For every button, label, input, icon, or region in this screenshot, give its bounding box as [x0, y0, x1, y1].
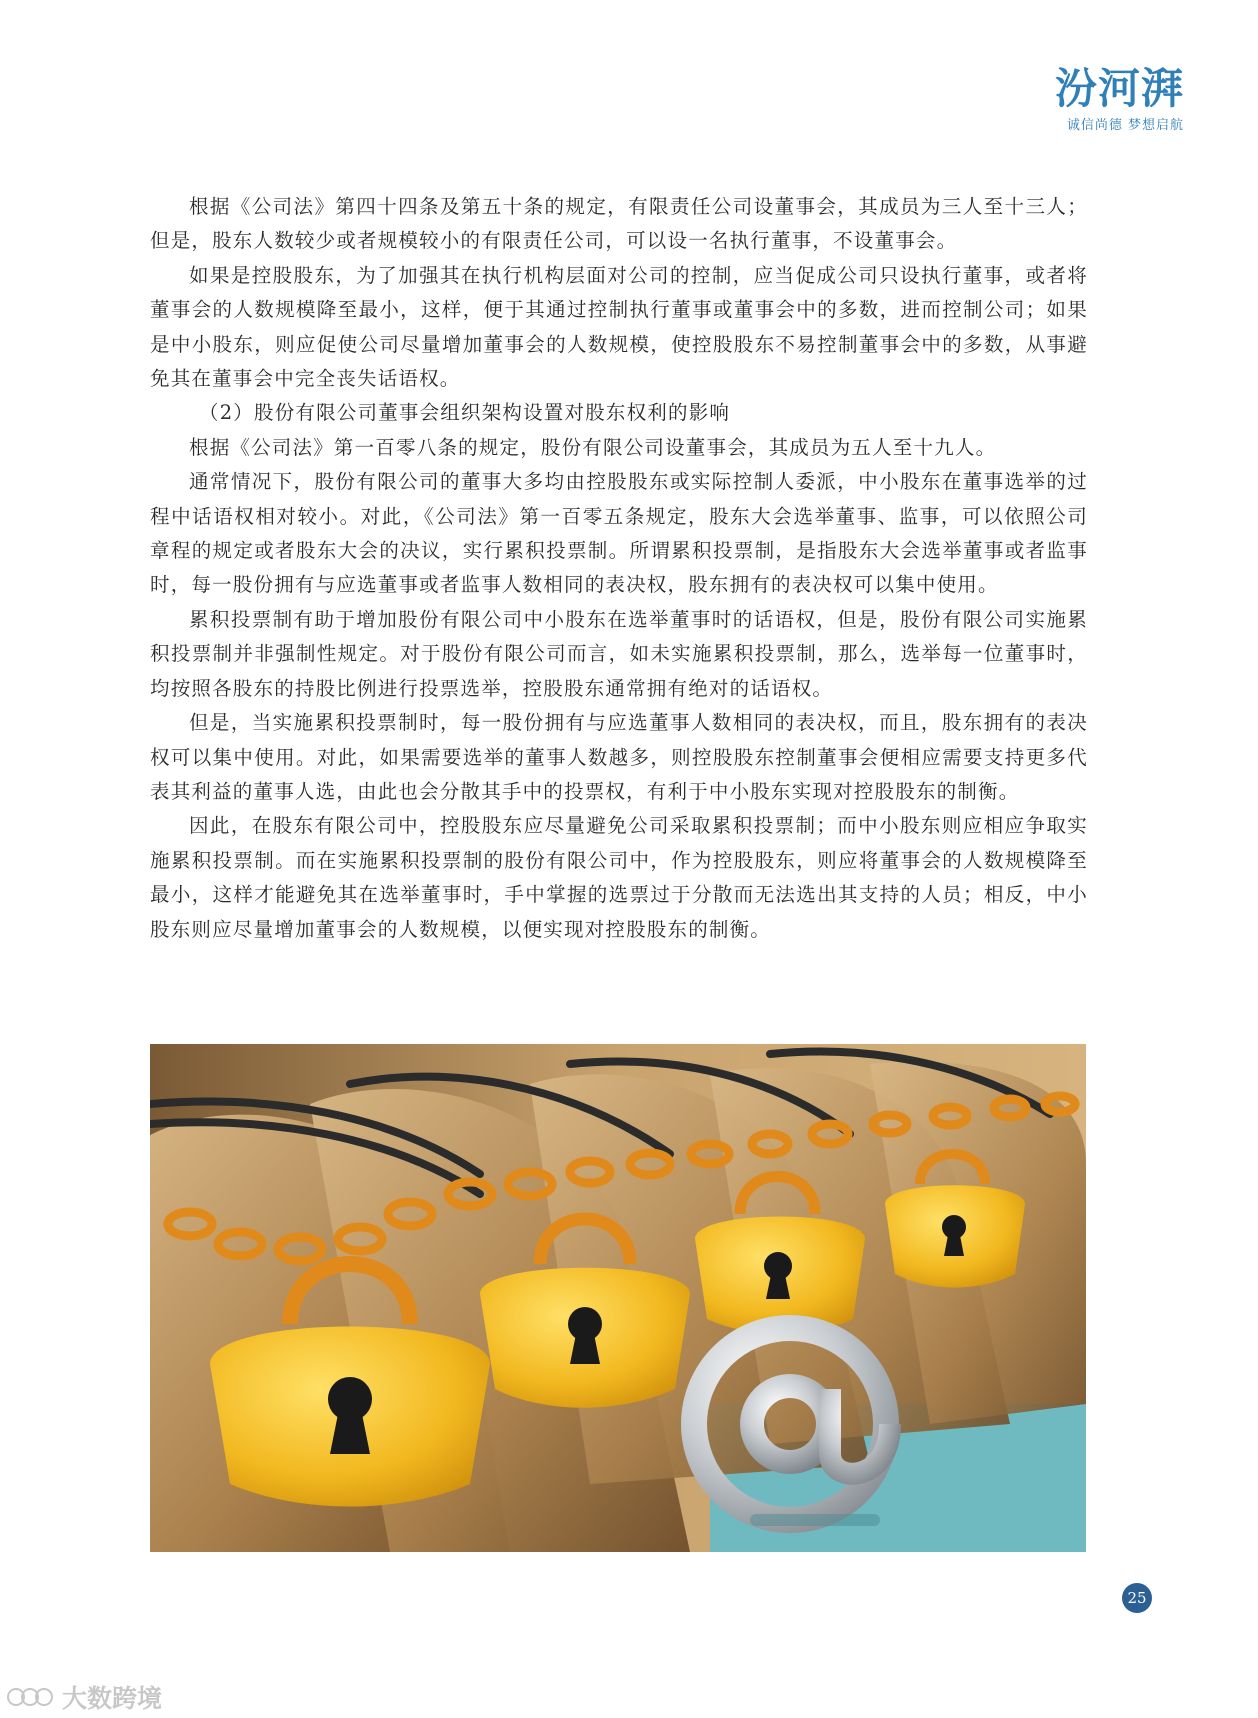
- watermark: [6, 1680, 162, 1714]
- locked-bags-photo: [150, 1044, 1086, 1552]
- magazine-logo: [1024, 66, 1184, 133]
- section-subheading: （2）股份有限公司董事会组织架构设置对股东权利的影响: [199, 401, 731, 425]
- paragraph: 如果是控股股东，为了加强其在执行机构层面对公司的控制，应当促成公司只设执行董事，或者将董事会的人数规模降至最小，这样，便于其通过控制执行董事或董事会中的多数，进而控制公司；如果是中小股东，则应促使公司尽量增加董事会的人数规模，使控股股东不易控制董事会中的多数，从事避免其在董事会中完全丧失话语权。: [150, 263, 1088, 391]
- article-body: [150, 190, 1088, 947]
- paragraph: 根据《公司法》第一百零八条的规定，股份有限公司设董事会，其成员为五人至十九人。: [189, 435, 997, 459]
- logo-slogan: 诚信尚德 梦想启航: [1066, 118, 1184, 133]
- paragraph: 通常情况下，股份有限公司的董事大多均由控股股东或实际控制人委派，中小股东在董事选举的过程中话语权相对较小。对此，《公司法》第一百零五条规定，股东大会选举董事、监事，可以依照公司章程的规定或者股东大会的决议，实行累积投票制。所谓累积投票制，是指股东大会选举董事或者监事时，每一股份拥有与应选董事或者监事人数相同的表决权，股东拥有的表决权可以集中使用。: [150, 470, 1088, 597]
- paragraph: 根据《公司法》第四十四条及第五十条的规定，有限责任公司设董事会，其成员为三人至十三人；但是，股东人数较少或者规模较小的有限责任公司，可以设一名执行董事，不设董事会。: [150, 195, 1088, 253]
- paragraph: 因此，在股东有限公司中，控股股东应尽量避免公司采取累积投票制；而中小股东则应相应争取实施累积投票制。而在实施累积投票制的股份有限公司中，作为控股股东，则应将董事会的人数规模降至最小，这样才能避免其在选举董事时，手中掌握的选票过于分散而无法选出其支持的人员；相反，中小股东则应尽量增加董事会的人数规模，以便实现对控股股东的制衡。: [150, 814, 1088, 941]
- paragraph: 累积投票制有助于增加股份有限公司中小股东在选举董事时的话语权，但是，股份有限公司实施累积投票制并非强制性规定。对于股份有限公司而言，如未实施累积投票制，那么，选举每一位董事时，均按照各股东的持股比例进行投票选举，控股股东通常拥有绝对的话语权。: [150, 607, 1088, 700]
- page-number: 25: [1122, 1583, 1152, 1613]
- logo-title: 汾河湃: [1054, 64, 1184, 113]
- watermark-text: 大数跨境: [62, 1684, 163, 1713]
- paragraph: 但是，当实施累积投票制时，每一股份拥有与应选董事人数相同的表决权，而且，股东拥有的表决权可以集中使用。对此，如果需要选举的董事人数越多，则控股股东控制董事会便相应需要支持更多代表其利益的董事人选，由此也会分散其手中的投票权，有利于中小股东实现对控股股东的制衡。: [150, 711, 1088, 803]
- watermark-logo-icon: [6, 1682, 56, 1712]
